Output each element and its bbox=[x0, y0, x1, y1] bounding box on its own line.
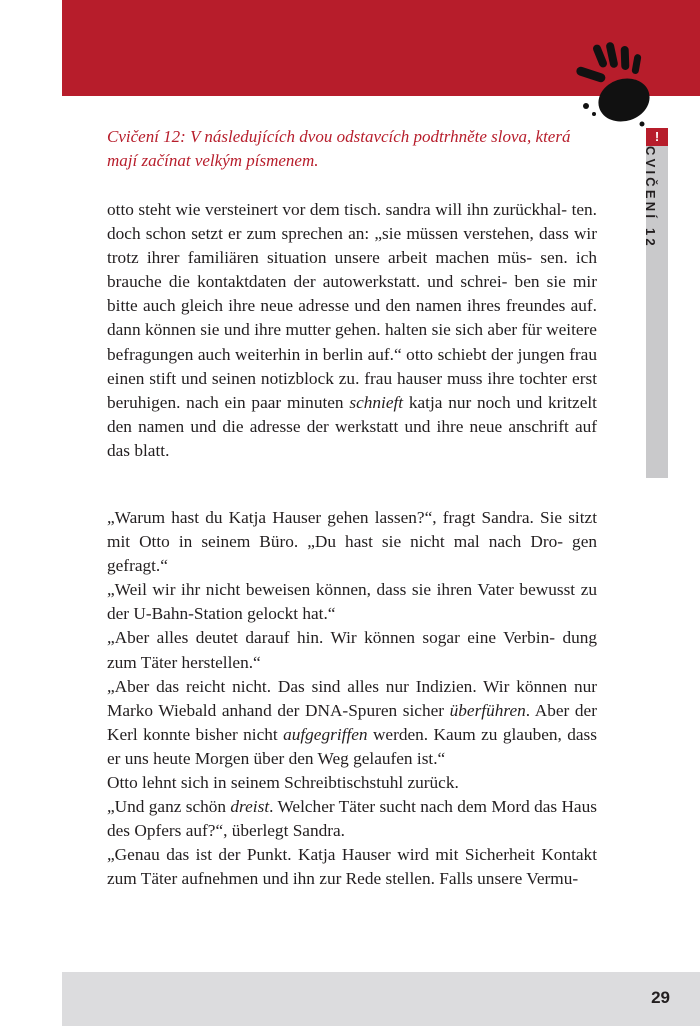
exercise-instruction: Cvičení 12: V následujících dvou odstavcích podtrhněte slova, která mají začínat velkým písmenem. bbox=[107, 127, 571, 170]
text-span: sen. ich brauche die kontaktdaten der autowerkstatt. und schrei- bbox=[107, 248, 597, 292]
text-span: „Weil wir ihr nicht beweisen können, dass sie ihren Vater bewusst bbox=[107, 580, 576, 600]
text-span: otto steht wie versteinert vor dem tisch. sandra will ihn zurückhal- bbox=[107, 200, 568, 219]
text-span: dass wir trotz ihrer familiären situation unsere arbeit machen müs- bbox=[107, 224, 597, 268]
paragraph-dialogue bbox=[107, 506, 597, 892]
side-tab-label: CVIČENÍ 12 bbox=[643, 146, 658, 249]
dialogue-line bbox=[107, 843, 597, 891]
handprint-icon bbox=[568, 40, 656, 130]
page-number: 29 bbox=[651, 988, 670, 1007]
chapter-side-tab bbox=[643, 128, 668, 478]
exclamation-marker: ! bbox=[646, 128, 668, 146]
text-span: sie sich aber für weitere befragungen auch weiterhin in berlin auf.“ bbox=[107, 320, 597, 364]
text-span: zum Täter aufnehmen und ihn zur Rede stellen. Falls unsere Vermu- bbox=[107, 869, 579, 889]
text-span: Aber der Kerl konnte bisher nicht bbox=[107, 700, 597, 744]
narration-line: Otto lehnt sich in seinem Schreibtischstuhl zurück. bbox=[107, 773, 459, 793]
text-span: „Aber das reicht nicht. Das sind alles nur Indizien. Wir können bbox=[107, 676, 568, 696]
dialogue-line bbox=[107, 795, 597, 843]
dialogue-line bbox=[107, 626, 597, 674]
text-line bbox=[107, 198, 597, 463]
text-span: . bbox=[525, 700, 531, 720]
italic-word: schnieft bbox=[349, 392, 404, 412]
text-span: „Und ganz schön bbox=[107, 797, 231, 817]
text-span: otto schiebt der jungen frau einen stift und seinen notizblock zu. bbox=[107, 344, 597, 388]
footer-band bbox=[62, 972, 700, 1026]
text-span: katja nur noch und kritzelt den namen und die bbox=[107, 392, 597, 436]
text-span: „Warum hast du Katja Hauser gehen lassen?“, fragt Sandra. Sie bbox=[107, 508, 563, 527]
text-span: nur Marko Wiebald anhand der DNA-Spuren sicher bbox=[107, 676, 597, 720]
paragraph-lowercase bbox=[107, 198, 597, 463]
text-span: . Welcher Täter sucht nach dem Mord das bbox=[269, 797, 558, 817]
dialogue-line bbox=[107, 506, 597, 578]
text-span: adresse der werkstatt und ihre neue anschrift auf das blatt. bbox=[107, 416, 598, 460]
text-span: „Genau das ist der Punkt. Katja Hauser wird mit Sicherheit Kontakt bbox=[107, 845, 597, 865]
text-span: dung zum Täter herstellen.“ bbox=[107, 628, 597, 672]
italic-word: aufgegriffen bbox=[283, 724, 368, 744]
text-span: zu der U-Bahn-Station gelockt hat.“ bbox=[107, 580, 597, 624]
text-span: werden. Kaum zu bbox=[367, 724, 498, 744]
text-span: gen gefragt.“ bbox=[107, 532, 597, 576]
text-span: glauben, dass er uns heute Morgen über den Weg gelaufen ist.“ bbox=[107, 724, 597, 768]
dialogue-line bbox=[107, 675, 597, 771]
text-span: „Aber alles deutet darauf hin. Wir können sogar eine Verbin- bbox=[107, 628, 555, 648]
italic-word: dreist bbox=[230, 797, 270, 817]
text-span: sitzt mit Otto in seinem Büro. „Du hast sie nicht mal nach Dro- bbox=[107, 508, 598, 552]
text-span: frau hauser muss ihre tochter erst beruhigen. nach ein paar bbox=[107, 368, 597, 412]
text-span: minuten bbox=[286, 392, 350, 412]
italic-word: überführen bbox=[449, 700, 526, 720]
text-span: Haus des Opfers auf?“, überlegt Sandra. bbox=[107, 797, 597, 841]
text-span: ihres freundes auf. dann können sie und ihre mutter gehen. halten bbox=[107, 296, 597, 340]
text-span: ten. doch schon setzt er zum sprechen an: „sie müssen verstehen, bbox=[107, 200, 597, 244]
dialogue-line bbox=[107, 578, 597, 626]
text-span: ben sie mir bitte auch gleich ihre neue adresse und den namen bbox=[107, 272, 597, 316]
